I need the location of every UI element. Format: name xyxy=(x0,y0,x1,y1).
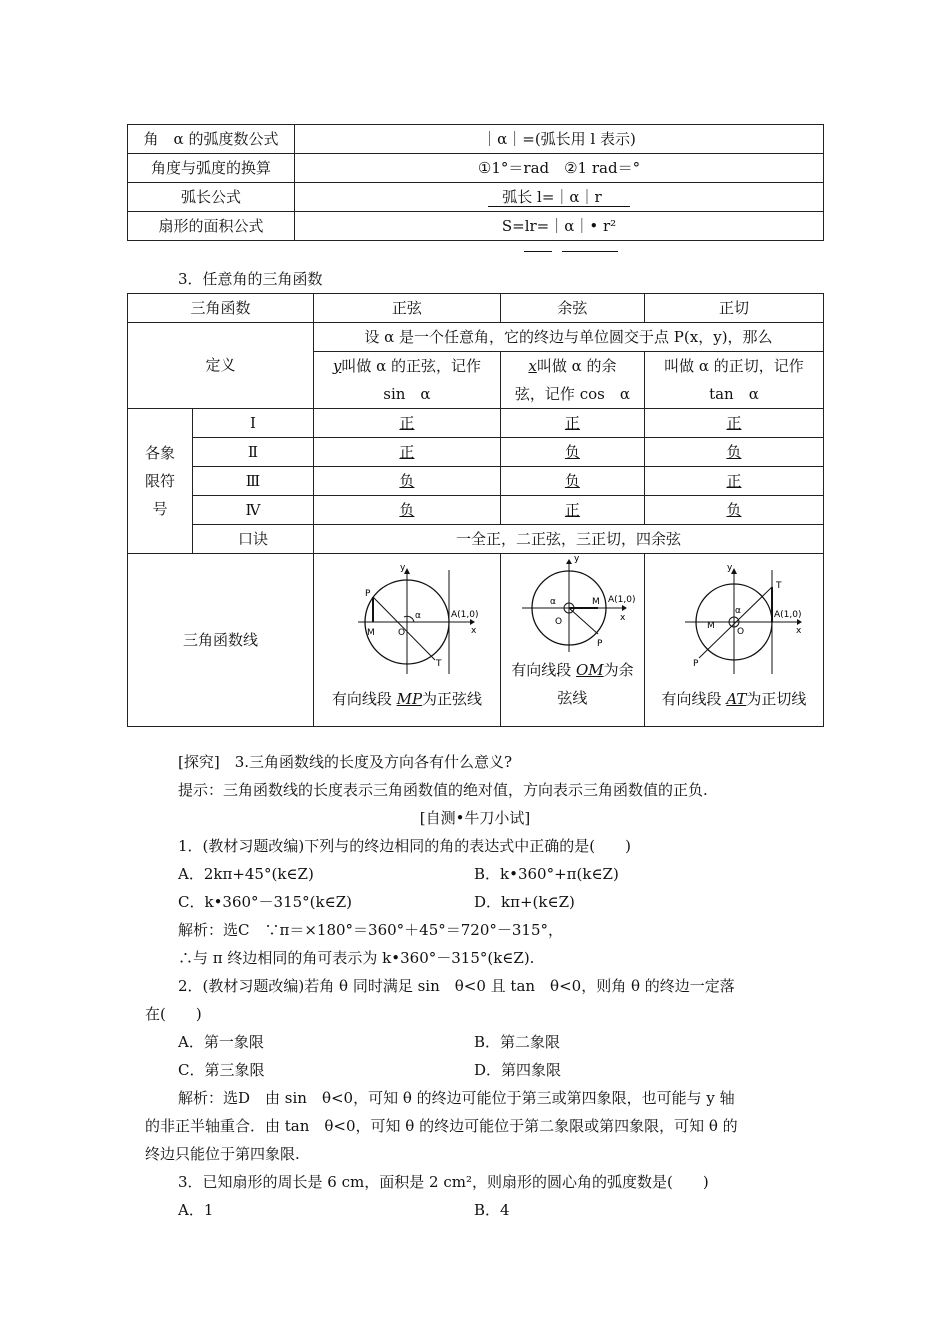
point-a-label: A(1,0) xyxy=(608,595,636,605)
tan-sign: 负 xyxy=(644,496,823,525)
table-row xyxy=(128,212,824,241)
sin-sign: 正 xyxy=(313,409,500,438)
sign-label-line: 号 xyxy=(152,500,168,518)
question-2: 2．(教材习题改编)若角 θ 同时满足 sin θ<0 且 tan θ<0，则角 θ 的终边一定落 xyxy=(178,977,735,995)
trig-lines-label: 三角函数线 xyxy=(128,554,314,727)
q1-solution-line: 解析：选C ∵π＝×180°＝360°＋45°＝720°－315°， xyxy=(178,921,564,939)
q2-solution-line: 的非正半轴重合．由 tan θ<0，可知 θ 的终边可能位于第二象限或第四象限，可知 θ 的 xyxy=(145,1117,738,1135)
row-label: 角度与弧度的换算 xyxy=(128,154,295,183)
section-title: 3．任意角的三角函数 xyxy=(178,270,323,288)
trig-lines-row xyxy=(128,554,824,727)
explore-hint: 提示：三角函数线的长度表示三角函数值的绝对值，方向表示三角函数值的正负. xyxy=(178,781,708,799)
q2-option-a: A．第一象限 xyxy=(178,1033,264,1051)
q2-option-c: C．第三象限 xyxy=(178,1061,265,1079)
question-3: 3．已知扇形的周长是 6 cm，面积是 2 cm²，则扇形的圆心角的弧度数是( ) xyxy=(178,1173,709,1191)
point-p-label: P xyxy=(597,639,603,649)
caption-text: 有向线段 xyxy=(331,690,397,708)
table-row xyxy=(128,183,824,212)
q3-option-a: A．1 xyxy=(178,1201,214,1219)
table-row xyxy=(128,154,824,183)
caption-text: 弦线 xyxy=(557,689,588,707)
point-p-label: P xyxy=(364,589,371,599)
sign-label-line: 限符 xyxy=(144,472,175,490)
sign-label xyxy=(128,409,193,554)
quadrant-label: Ⅲ xyxy=(193,467,314,496)
sine-caption xyxy=(314,689,500,709)
tan-sign: 正 xyxy=(644,409,823,438)
cos-sign: 负 xyxy=(500,438,644,467)
alpha-label: α xyxy=(414,611,421,621)
selftest-title: [自测•牛刀小试] xyxy=(419,809,531,827)
q1-option-c: C．k•360°－315°(k∈Z) xyxy=(178,893,352,911)
x-axis-label: x xyxy=(795,626,802,636)
header-cell: 正弦 xyxy=(313,294,500,323)
x-axis-label: x xyxy=(470,626,477,636)
segment-om: OM xyxy=(575,661,604,679)
arc-length-formula: 弧长 l=｜α｜r xyxy=(488,188,629,207)
question-1: 1．(教材习题改编)下列与的终边相同的角的表达式中正确的是( ) xyxy=(178,837,631,855)
tan-definition xyxy=(644,352,823,409)
cos-sign: 正 xyxy=(500,496,644,525)
tan-def-text: 叫做 α 的正切，记作 xyxy=(664,357,804,375)
quadrant-label: Ⅰ xyxy=(193,409,314,438)
point-a-label: A(1,0) xyxy=(773,610,802,620)
alpha-label: α xyxy=(734,606,741,616)
row-value: ①1°＝rad ②1 rad＝° xyxy=(295,154,824,183)
header-cell: 余弦 xyxy=(500,294,644,323)
mnemonic-row xyxy=(128,525,824,554)
cos-notation: 弦，记作 cos α xyxy=(514,385,630,403)
definition-intro: 设 α 是一个任意角，它的终边与单位圆交于点 P(x，y)，那么 xyxy=(313,323,823,352)
q1-option-b: B．k•360°+π(k∈Z) xyxy=(474,865,619,883)
segment-at: AT xyxy=(726,690,747,708)
point-m-label: M xyxy=(592,597,601,607)
table-row xyxy=(128,323,824,352)
y-axis-label: y xyxy=(399,563,406,573)
tangent-caption xyxy=(645,689,823,709)
tangent-line-figure xyxy=(659,562,809,680)
row-value xyxy=(295,183,824,212)
point-m-label: M xyxy=(366,628,375,638)
mnemonic-text: 一全正，二正弦，三正切，四余弦 xyxy=(313,525,823,554)
origin-label: O xyxy=(736,627,745,637)
caption-text: 有向线段 xyxy=(511,661,576,679)
q2-solution-line: 解析：选D 由 sin θ<0，可知 θ 的终边可能位于第三或第四象限，也可能与 y 轴 xyxy=(178,1089,735,1107)
y-axis-label: y xyxy=(574,554,580,564)
cos-sign: 负 xyxy=(500,467,644,496)
caption-text: 为正弦线 xyxy=(422,690,483,708)
cosine-line-figure xyxy=(512,554,636,656)
sine-line-cell xyxy=(313,554,500,727)
segment-mp: MP xyxy=(396,690,423,708)
quadrant-row xyxy=(128,467,824,496)
question-2-cont: 在( ) xyxy=(145,1005,202,1023)
cos-definition xyxy=(500,352,644,409)
sin-sign: 正 xyxy=(313,438,500,467)
origin-label: O xyxy=(555,617,563,627)
fraction-bar xyxy=(524,251,552,252)
quadrant-label: Ⅱ xyxy=(193,438,314,467)
tan-notation: tan α xyxy=(709,385,759,403)
row-label: 弧长公式 xyxy=(128,183,295,212)
q1-option-a: A．2kπ+45°(k∈Z) xyxy=(178,865,314,883)
point-a-label: A(1,0) xyxy=(450,610,479,620)
caption-text: 有向线段 xyxy=(661,690,727,708)
tan-sign: 负 xyxy=(644,438,823,467)
point-p-label: P xyxy=(692,659,699,669)
trig-function-table xyxy=(127,293,824,727)
sign-label-line: 各象 xyxy=(144,444,175,462)
fraction-bar xyxy=(562,251,618,252)
cos-sign: 正 xyxy=(500,409,644,438)
tan-sign: 正 xyxy=(644,467,823,496)
x-var: x xyxy=(528,357,537,375)
point-t-label: T xyxy=(775,581,782,591)
definition-label: 定义 xyxy=(128,323,314,409)
q1-option-d: D．kπ+(k∈Z) xyxy=(474,893,575,911)
alpha-label: α xyxy=(550,597,557,607)
explore-question: [探究] 3.三角函数线的长度及方向各有什么意义? xyxy=(178,753,513,771)
q2-solution-line: 终边只能位于第四象限. xyxy=(145,1145,300,1163)
sin-sign: 负 xyxy=(313,496,500,525)
radian-formula-table xyxy=(127,124,824,241)
y-var: y xyxy=(332,357,342,375)
cosine-caption xyxy=(501,656,644,712)
header-cell: 正切 xyxy=(644,294,823,323)
sin-definition xyxy=(313,352,500,409)
sin-def-text: 叫做 α 的正弦，记作 xyxy=(341,357,482,375)
caption-text: 为正切线 xyxy=(746,690,807,708)
sin-notation: sin α xyxy=(383,385,431,403)
header-cell: 三角函数 xyxy=(128,294,314,323)
table-header-row xyxy=(128,294,824,323)
quadrant-label: Ⅳ xyxy=(193,496,314,525)
row-value: S=lr=｜α｜• r² xyxy=(295,212,824,241)
quadrant-row xyxy=(128,438,824,467)
q1-solution-line: ∴与 π 终边相同的角可表示为 k•360°－315°(k∈Z). xyxy=(178,949,535,967)
x-axis-label: x xyxy=(620,613,626,623)
q2-option-b: B．第二象限 xyxy=(474,1033,561,1051)
table-row xyxy=(128,125,824,154)
point-t-label: T xyxy=(435,659,442,669)
y-axis-label: y xyxy=(726,563,733,573)
cosine-line-cell xyxy=(500,554,644,727)
tangent-line-cell xyxy=(644,554,823,727)
row-value: ｜α｜=(弧长用 l 表示) xyxy=(295,125,824,154)
origin-label: O xyxy=(397,628,406,638)
quadrant-row xyxy=(128,409,824,438)
sine-line-figure xyxy=(332,562,482,680)
row-label: 扇形的面积公式 xyxy=(128,212,295,241)
q3-option-b: B．4 xyxy=(474,1201,510,1219)
sin-sign: 负 xyxy=(313,467,500,496)
mnemonic-label: 口诀 xyxy=(193,525,314,554)
point-m-label: M xyxy=(706,621,715,631)
caption-text: 为余 xyxy=(603,661,634,679)
q2-option-d: D．第四象限 xyxy=(474,1061,562,1079)
quadrant-row xyxy=(128,496,824,525)
row-label: 角 α 的弧度数公式 xyxy=(128,125,295,154)
cos-def-text: 叫做 α 的余 xyxy=(536,357,617,375)
